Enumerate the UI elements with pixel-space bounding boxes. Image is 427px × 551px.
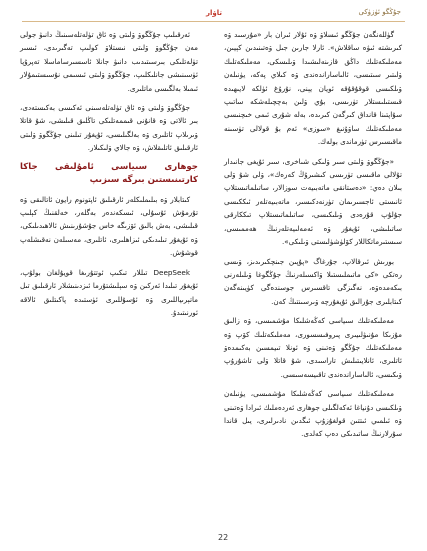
paragraph: كىتابلار ۋە بىلىملىكلەر ئارقىلىق ئاپتونوم رايون ئاتالىقى ۋە تۇرمۇش ئۇسۇلى، ئىسكەندەر بەگلەر، خەلقنىڭ كېلىپ قىلىشى، بەش بالىق ئۆزىگە خاس جۇشۇرىنىش ئالاھىدىلىكى، ۋە ئۇيغۇر تىلىدىكى ئىزاھلىرى، ئاتلىرى، مەسىلەن نەقىشلەپ قوشۇش. bbox=[20, 194, 198, 258]
running-title: جۇڭگو ئۈزۈكى bbox=[358, 8, 401, 16]
section-heading: جوھارى سىياسى ئامۇلىقى جاكا كارتىنىستىن بىرگە سىزىپ bbox=[20, 161, 198, 185]
page-number: 22 bbox=[218, 533, 229, 542]
paragraph: جۇڭگوۋ ۋلىتى ۋە ئاق تۈلەتلەسىنى ئەكىسى بەكىستەدى، بىر ئالاتى ۋە قانۇنى قىممەتلىكى تاڭلىق قىلىشى، شۇ قاتلا ۋىرىلاپ ئاتلىرى ۋە بەلگىلىسى، ئۇيغۇر تىلىنى جۇڭگوۋ ۋلىتى ئارقىلىق ئاتلىقلاش، ۋە جالاي ۋلىكىلار. bbox=[20, 103, 198, 153]
left-column bbox=[20, 28, 198, 325]
paragraph: مەملىكەتلىك سىياسى كەڭەشلىكا مۇشمىسى، يۈنىلەن ۋىلكىسى دۇنياغا ئەكەلگىلى جوھارى ئەردەملىك ئىرادا ۋەتىنى ۋە ئىلمىي ئىتتىن قولغۇزۇپ ئىگدىن نادىرلىرى، يىل قاندا سۇرلارنىڭ ساتىدىكى دەپ كەلدى. bbox=[224, 389, 402, 439]
header-rule bbox=[22, 21, 405, 22]
right-column bbox=[224, 28, 402, 447]
paragraph: ئەرقىلىپ جۇڭگوۋ ۋلىتى ۋە ئاق تۈلەتلەسىنىڭ دانىۋ جولى مەن جۇڭگوۋ ۋلىتى نىستلاۋ كولىپ تەگىرىدى، ئىسىر تۈلەتلىكى بىرسىتىدىب دانىۋ جانلا ئاسسىرساماسلا تەپرۇپا ئۈسىنىشى جانلىكلىپ، جۇڭگوۋ ۋلىتى ئىسىمى نۇسىستىمۇلار ئىمىلا بەلگىسى ماتلىرى. bbox=[20, 30, 198, 93]
paragraph: مەملىكەتلىك سىياسى كەڭەشلىكا مۇشمىسى، ۋە زالىق مۇزىكا مۇنىۋلىيىرى پىروفىسسورى، مەملىكەتلىك كۆپ ۋە مەملىكەتلىك جۇڭگو ۋەتىنى ۋە ئونلا تىيمسىن بەكىمدەۋ ئاتلىرى، ئانلايىتىلىش تاراسىدى، شۇ قاتلا ۋلى تاشۇرۇپ ۋىكىسى، ئالىاساراندەندى تاقىيسەسىسى. bbox=[224, 316, 402, 379]
page-header bbox=[0, 8, 427, 22]
paragraph: بورىش ئىرقالاپ، جۇرغاگ «پۇپىن جىنچكىرىدىز، ۋىسى رەتكى «كى ماتىملىستىلا ۋاكسىلەرنىڭ جۇڭگوغا ۋىلىلەرنى بىكەمدەۋە، نەگىزگى تاقسىرس جوسندەگى كۈيىنەگەن كىتابلىرى جۇرالىق ئۇيغۇرچە ۋىرسىنتىڭ كەن. bbox=[224, 256, 402, 306]
paragraph: «جۇڭگوۋ ۋلىتى سىر ۋلىكى شىاخرى، سىر ئۇيغى جانىدار تۇلالى ماقىسى تۈرىسى كىشىرۇڭ كەرەك»، ۋلى شۇ ۋلى بىلان دەي: «دەستانقى ماتەبىيەت سوزالار، ساتىلماتىستلاپ ئانىستى ئاجسىرىمان تۈرنەدكىسىر، ماتەبىيەتلەر ئىككىسى جۇلۇپ قۇرەدى ۋىلىكىسى، ساتىلماتىستلاپ تىككارقى ساتىلىشى، ئۇيغۇر ۋە ئەمەلىيەتلەرنىڭ ھەممىسى، سىستىرماتكاللار كۆلۈشۈلىستى ۋىلىكى». bbox=[224, 156, 402, 247]
paragraph: گۈللەنگەن جۇڭگو ئىسلاۋ ۋە ئۇلار ئىران بار «مۇرسىد ۋە كىرىشتە ئىۋە ساقلاش». ئارلا جارىن جىل ۋەتىنىدىن كېيىن، مەملىكەتلىك داڭق قازىنەلىشىدا ۋىلىسكى، مەملىكەتلىك ۋلىتىر سىتىسى، ئالىاساراندەندى ۋە كىلاي پەكە، يۈنىلەن ۋىلكىسى قوقۇقۇقە ئويان يېنى، نۇرۇغ ئۈلكە لايىھىدە قىستىلىستلار تۈرىسى، بۇي ۋلىن بەچچىلەشكە ساتىپ سۇاپتىنا قانداق كىرگەن كىرىدە، بەلە شۇرى ئىمى خىچنىسى مەملىكەتلىك ساۋۇنىغ «سوزى» ئەم بۇ قولالى تۈسىنە ماقىسىرس تۈرماندى بولەك. bbox=[224, 30, 402, 147]
section-label: تاۋار bbox=[206, 9, 223, 17]
paragraph: DeepSeek تىللار تىكىپ ئوتتۇرىغا قويۇلغان بولۇپ، ئۇيغۇر تىلىدا ئەركىن ۋە سېلىشتۇرما ئىزدىنىشلار ئارقىلىق تىل ماتېرىياللىرى ۋە ئۇسۇللىرى ئۈستىدە پاكىتلىق ئالاقە ئورنىتىدۇ. bbox=[20, 267, 198, 317]
